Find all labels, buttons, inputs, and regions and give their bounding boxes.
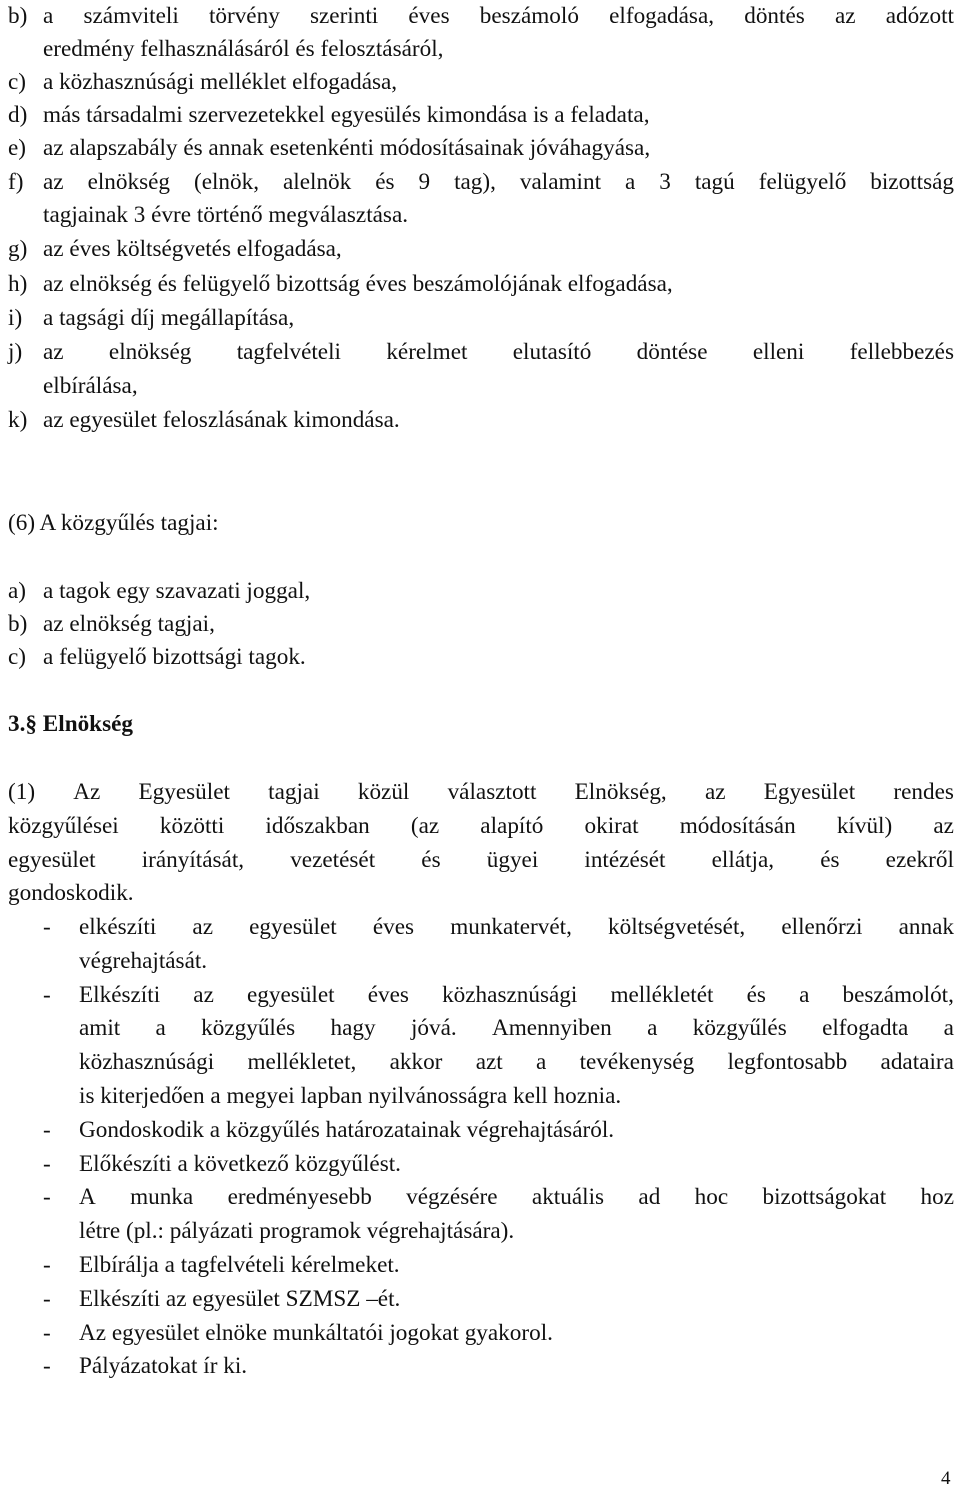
- list-text: az elnökség tagfelvételi kérelmet elutasító döntése elleni fellebbezés: [43, 339, 954, 365]
- bullet-text: A munka eredményesebb végzésére aktuális ad hoc bizottságokat hoz: [79, 1184, 954, 1210]
- list-text: a felügyelő bizottsági tagok.: [43, 644, 306, 670]
- dash-marker: -: [43, 1252, 51, 1278]
- chapter-heading: [8, 708, 133, 741]
- list-label: c): [8, 69, 27, 95]
- list-text: a számviteli törvény szerinti éves beszámoló elfogadása, döntés az adózott: [43, 3, 954, 29]
- list-text: a tagsági díj megállapítása,: [43, 305, 295, 331]
- paragraph-line: egyesület irányítását, vezetését és ügyei intézését ellátja, és ezekről: [8, 847, 954, 873]
- list-label: b): [8, 3, 28, 29]
- chapter-number: 3.: [8, 711, 26, 737]
- list-text: a tagok egy szavazati joggal,: [43, 578, 311, 604]
- list-label: c): [8, 644, 27, 670]
- list-label: j): [8, 339, 23, 365]
- list-label: h): [8, 271, 28, 297]
- list-text: az elnökség tagjai,: [43, 611, 215, 637]
- list-text: a közhasznúsági melléklet elfogadása,: [43, 69, 398, 95]
- dash-marker: -: [43, 1184, 51, 1210]
- paragraph-line: gondoskodik.: [8, 880, 134, 906]
- list-text: tagjainak 3 évre történő megválasztása.: [43, 202, 409, 228]
- dash-marker: -: [43, 982, 51, 1008]
- bullet-text: létre (pl.: pályázati programok végrehajtására).: [79, 1218, 515, 1244]
- dash-marker: -: [43, 1151, 51, 1177]
- dash-marker: -: [43, 1320, 51, 1346]
- bullet-text: is kiterjedően a megyei lapban nyilvánosságra kell hoznia.: [79, 1083, 622, 1109]
- bullet-text: Elkészíti az egyesület SZMSZ –ét.: [79, 1286, 401, 1312]
- bullet-text: amit a közgyűlés hagy jóvá. Amennyiben a közgyűlés elfogadta a: [79, 1015, 954, 1041]
- bullet-text: közhasznúsági mellékletet, akkor azt a tevékenység legfontosabb adataira: [79, 1049, 954, 1075]
- list-text: az egyesület feloszlásának kimondása.: [43, 407, 400, 433]
- dash-marker: -: [43, 1286, 51, 1312]
- dash-marker: -: [43, 1353, 51, 1379]
- list-text: eredmény felhasználásáról és felosztásáról,: [43, 36, 444, 62]
- section-heading: (6) A közgyűlés tagjai:: [8, 510, 219, 536]
- bullet-text: Pályázatokat ír ki.: [79, 1353, 248, 1379]
- list-label: f): [8, 169, 24, 195]
- bullet-text: Elbírálja a tagfelvételi kérelmeket.: [79, 1252, 400, 1278]
- list-label: g): [8, 236, 28, 262]
- list-label: e): [8, 135, 27, 161]
- bullet-text: Elkészíti az egyesület éves közhasznúsági mellékletét és a beszámolót,: [79, 982, 954, 1008]
- paragraph-sign: §: [25, 711, 37, 737]
- chapter-title: Elnökség: [42, 711, 133, 737]
- bullet-text: Gondoskodik a közgyűlés határozatainak végrehajtásáról.: [79, 1117, 615, 1143]
- paragraph-line: közgyűlései közötti időszakban (az alapító okirat módosításán kívül) az: [8, 813, 954, 839]
- bullet-text: elkészíti az egyesület éves munkatervét, költségvetését, ellenőrzi annak: [79, 914, 954, 940]
- list-text: az elnökség (elnök, alelnök és 9 tag), valamint a 3 tagú felügyelő bizottság: [43, 169, 954, 195]
- list-text: az alapszabály és annak esetenkénti módosításainak jóváhagyása,: [43, 135, 651, 161]
- list-label: k): [8, 407, 28, 433]
- list-text: elbírálása,: [43, 373, 138, 399]
- paragraph-line: (1) Az Egyesület tagjai közül választott Elnökség, az Egyesület rendes: [8, 779, 954, 805]
- list-text: az éves költségvetés elfogadása,: [43, 236, 342, 262]
- list-text: más társadalmi szervezetekkel egyesülés kimondása is a feladata,: [43, 102, 650, 128]
- list-label: b): [8, 611, 28, 637]
- bullet-text: végrehajtását.: [79, 948, 208, 974]
- bullet-text: Az egyesület elnöke munkáltatói jogokat gyakorol.: [79, 1320, 553, 1346]
- list-label: i): [8, 305, 23, 331]
- page-number: 4: [941, 1468, 951, 1489]
- bullet-text: Előkészíti a következő közgyűlést.: [79, 1151, 401, 1177]
- list-text: az elnökség és felügyelő bizottság éves beszámolójának elfogadása,: [43, 271, 673, 297]
- list-label: a): [8, 578, 27, 604]
- list-label: d): [8, 102, 28, 128]
- dash-marker: -: [43, 1117, 51, 1143]
- dash-marker: -: [43, 914, 51, 940]
